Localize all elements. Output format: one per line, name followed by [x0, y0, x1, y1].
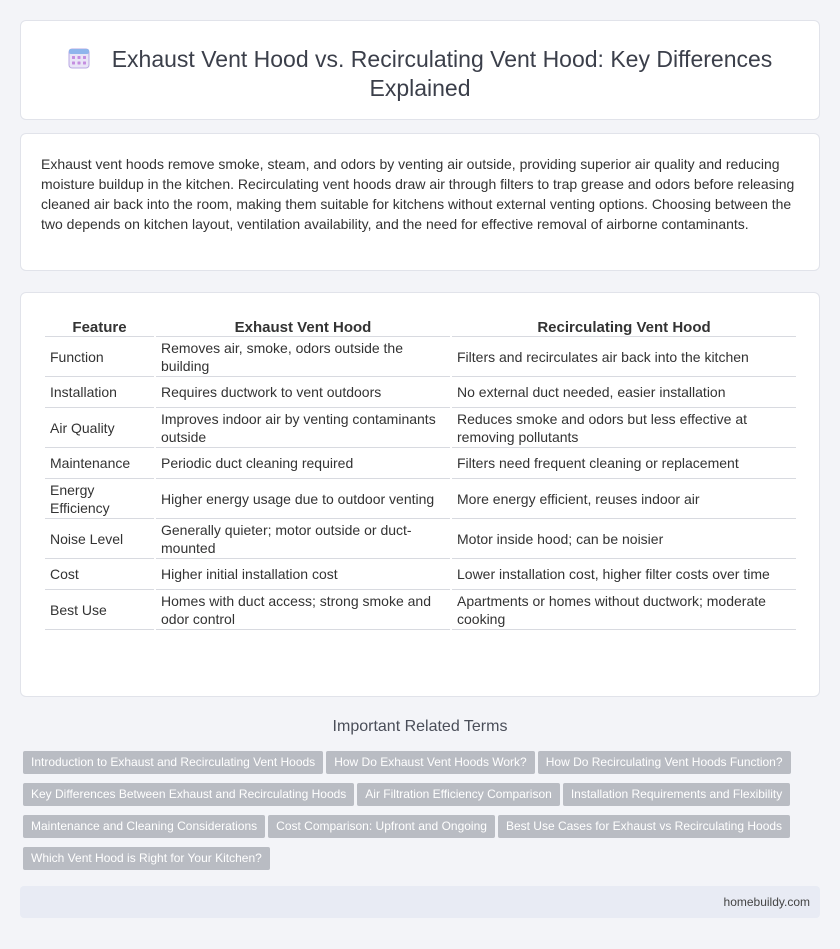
table-row [45, 448, 796, 479]
intro-paragraph: Exhaust vent hoods remove smoke, steam, and odors by venting air outside, providing superior air quality and reducing moisture buildup in the kitchen. Recirculating vent hoods draw air through filters to trap grease and odors before releasing cleaned air back into the room, making them suitable for kitchens without external venting options. Choosing between the two depends on kitchen layout, ventilation availability, and the need for effective removal of airborne contaminants. [41, 156, 795, 232]
cell-exhaust: Generally quieter; motor outside or duct-mounted [156, 519, 450, 559]
intro-card [20, 133, 820, 271]
cell-recirculating: No external duct needed, easier installation [452, 377, 796, 408]
cell-exhaust: Periodic duct cleaning required [156, 448, 450, 479]
table-row [45, 408, 796, 448]
header-exhaust: Exhaust Vent Hood [156, 315, 450, 337]
related-term-tag[interactable]: Which Vent Hood is Right for Your Kitchen? [23, 847, 270, 870]
related-term-tag[interactable]: Key Differences Between Exhaust and Recirculating Hoods [23, 783, 354, 806]
cell-recirculating: Motor inside hood; can be noisier [452, 519, 796, 559]
cell-exhaust: Improves indoor air by venting contaminants outside [156, 408, 450, 448]
related-term-tag[interactable]: Introduction to Exhaust and Recirculating Vent Hoods [23, 751, 323, 774]
related-term-tag[interactable]: Maintenance and Cleaning Considerations [23, 815, 265, 838]
cell-feature: Maintenance [45, 448, 154, 479]
related-term-tag[interactable]: Air Filtration Efficiency Comparison [357, 783, 560, 806]
related-term-tag[interactable]: Cost Comparison: Upfront and Ongoing [268, 815, 495, 838]
related-term-tag[interactable]: How Do Exhaust Vent Hoods Work? [326, 751, 535, 774]
table-row [45, 337, 796, 377]
footer-site-link[interactable]: homebuildy.com [723, 895, 810, 909]
related-terms-heading: Important Related Terms [332, 718, 508, 735]
calendar-grid-icon [68, 47, 90, 69]
table-row [45, 519, 796, 559]
comparison-table [43, 315, 798, 630]
related-term-tag[interactable]: Installation Requirements and Flexibility [563, 783, 790, 806]
page-title-text: Exhaust Vent Hood vs. Recirculating Vent Hood: Key Differences Explained [111, 46, 773, 101]
related-term-tag[interactable]: Best Use Cases for Exhaust vs Recirculating Hoods [498, 815, 790, 838]
table-row [45, 479, 796, 519]
cell-recirculating: Filters and recirculates air back into the kitchen [452, 337, 796, 377]
cell-exhaust: Requires ductwork to vent outdoors [156, 377, 450, 408]
cell-recirculating: Reduces smoke and odors but less effective at removing pollutants [452, 408, 796, 448]
cell-feature: Cost [45, 559, 154, 590]
cell-exhaust: Higher initial installation cost [156, 559, 450, 590]
cell-feature: Installation [45, 377, 154, 408]
header-feature: Feature [45, 315, 154, 337]
footer-bar [20, 886, 820, 918]
title-card [20, 20, 820, 120]
cell-recirculating: Apartments or homes without ductwork; moderate cooking [452, 590, 796, 630]
related-term-tag[interactable]: How Do Recirculating Vent Hoods Function? [538, 751, 791, 774]
cell-exhaust: Higher energy usage due to outdoor venting [156, 479, 450, 519]
cell-recirculating: More energy efficient, reuses indoor air [452, 479, 796, 519]
cell-feature: Best Use [45, 590, 154, 630]
cell-exhaust: Homes with duct access; strong smoke and odor control [156, 590, 450, 630]
table-row [45, 590, 796, 630]
page-title [21, 45, 819, 103]
cell-feature: Air Quality [45, 408, 154, 448]
related-terms-list [23, 751, 823, 879]
table-row [45, 377, 796, 408]
cell-recirculating: Lower installation cost, higher filter costs over time [452, 559, 796, 590]
cell-feature: Function [45, 337, 154, 377]
table-header-row [45, 315, 796, 337]
cell-recirculating: Filters need frequent cleaning or replacement [452, 448, 796, 479]
table-row [45, 559, 796, 590]
comparison-card [20, 292, 820, 697]
cell-feature: Energy Efficiency [45, 479, 154, 519]
header-recirculating: Recirculating Vent Hood [452, 315, 796, 337]
cell-exhaust: Removes air, smoke, odors outside the building [156, 337, 450, 377]
cell-feature: Noise Level [45, 519, 154, 559]
